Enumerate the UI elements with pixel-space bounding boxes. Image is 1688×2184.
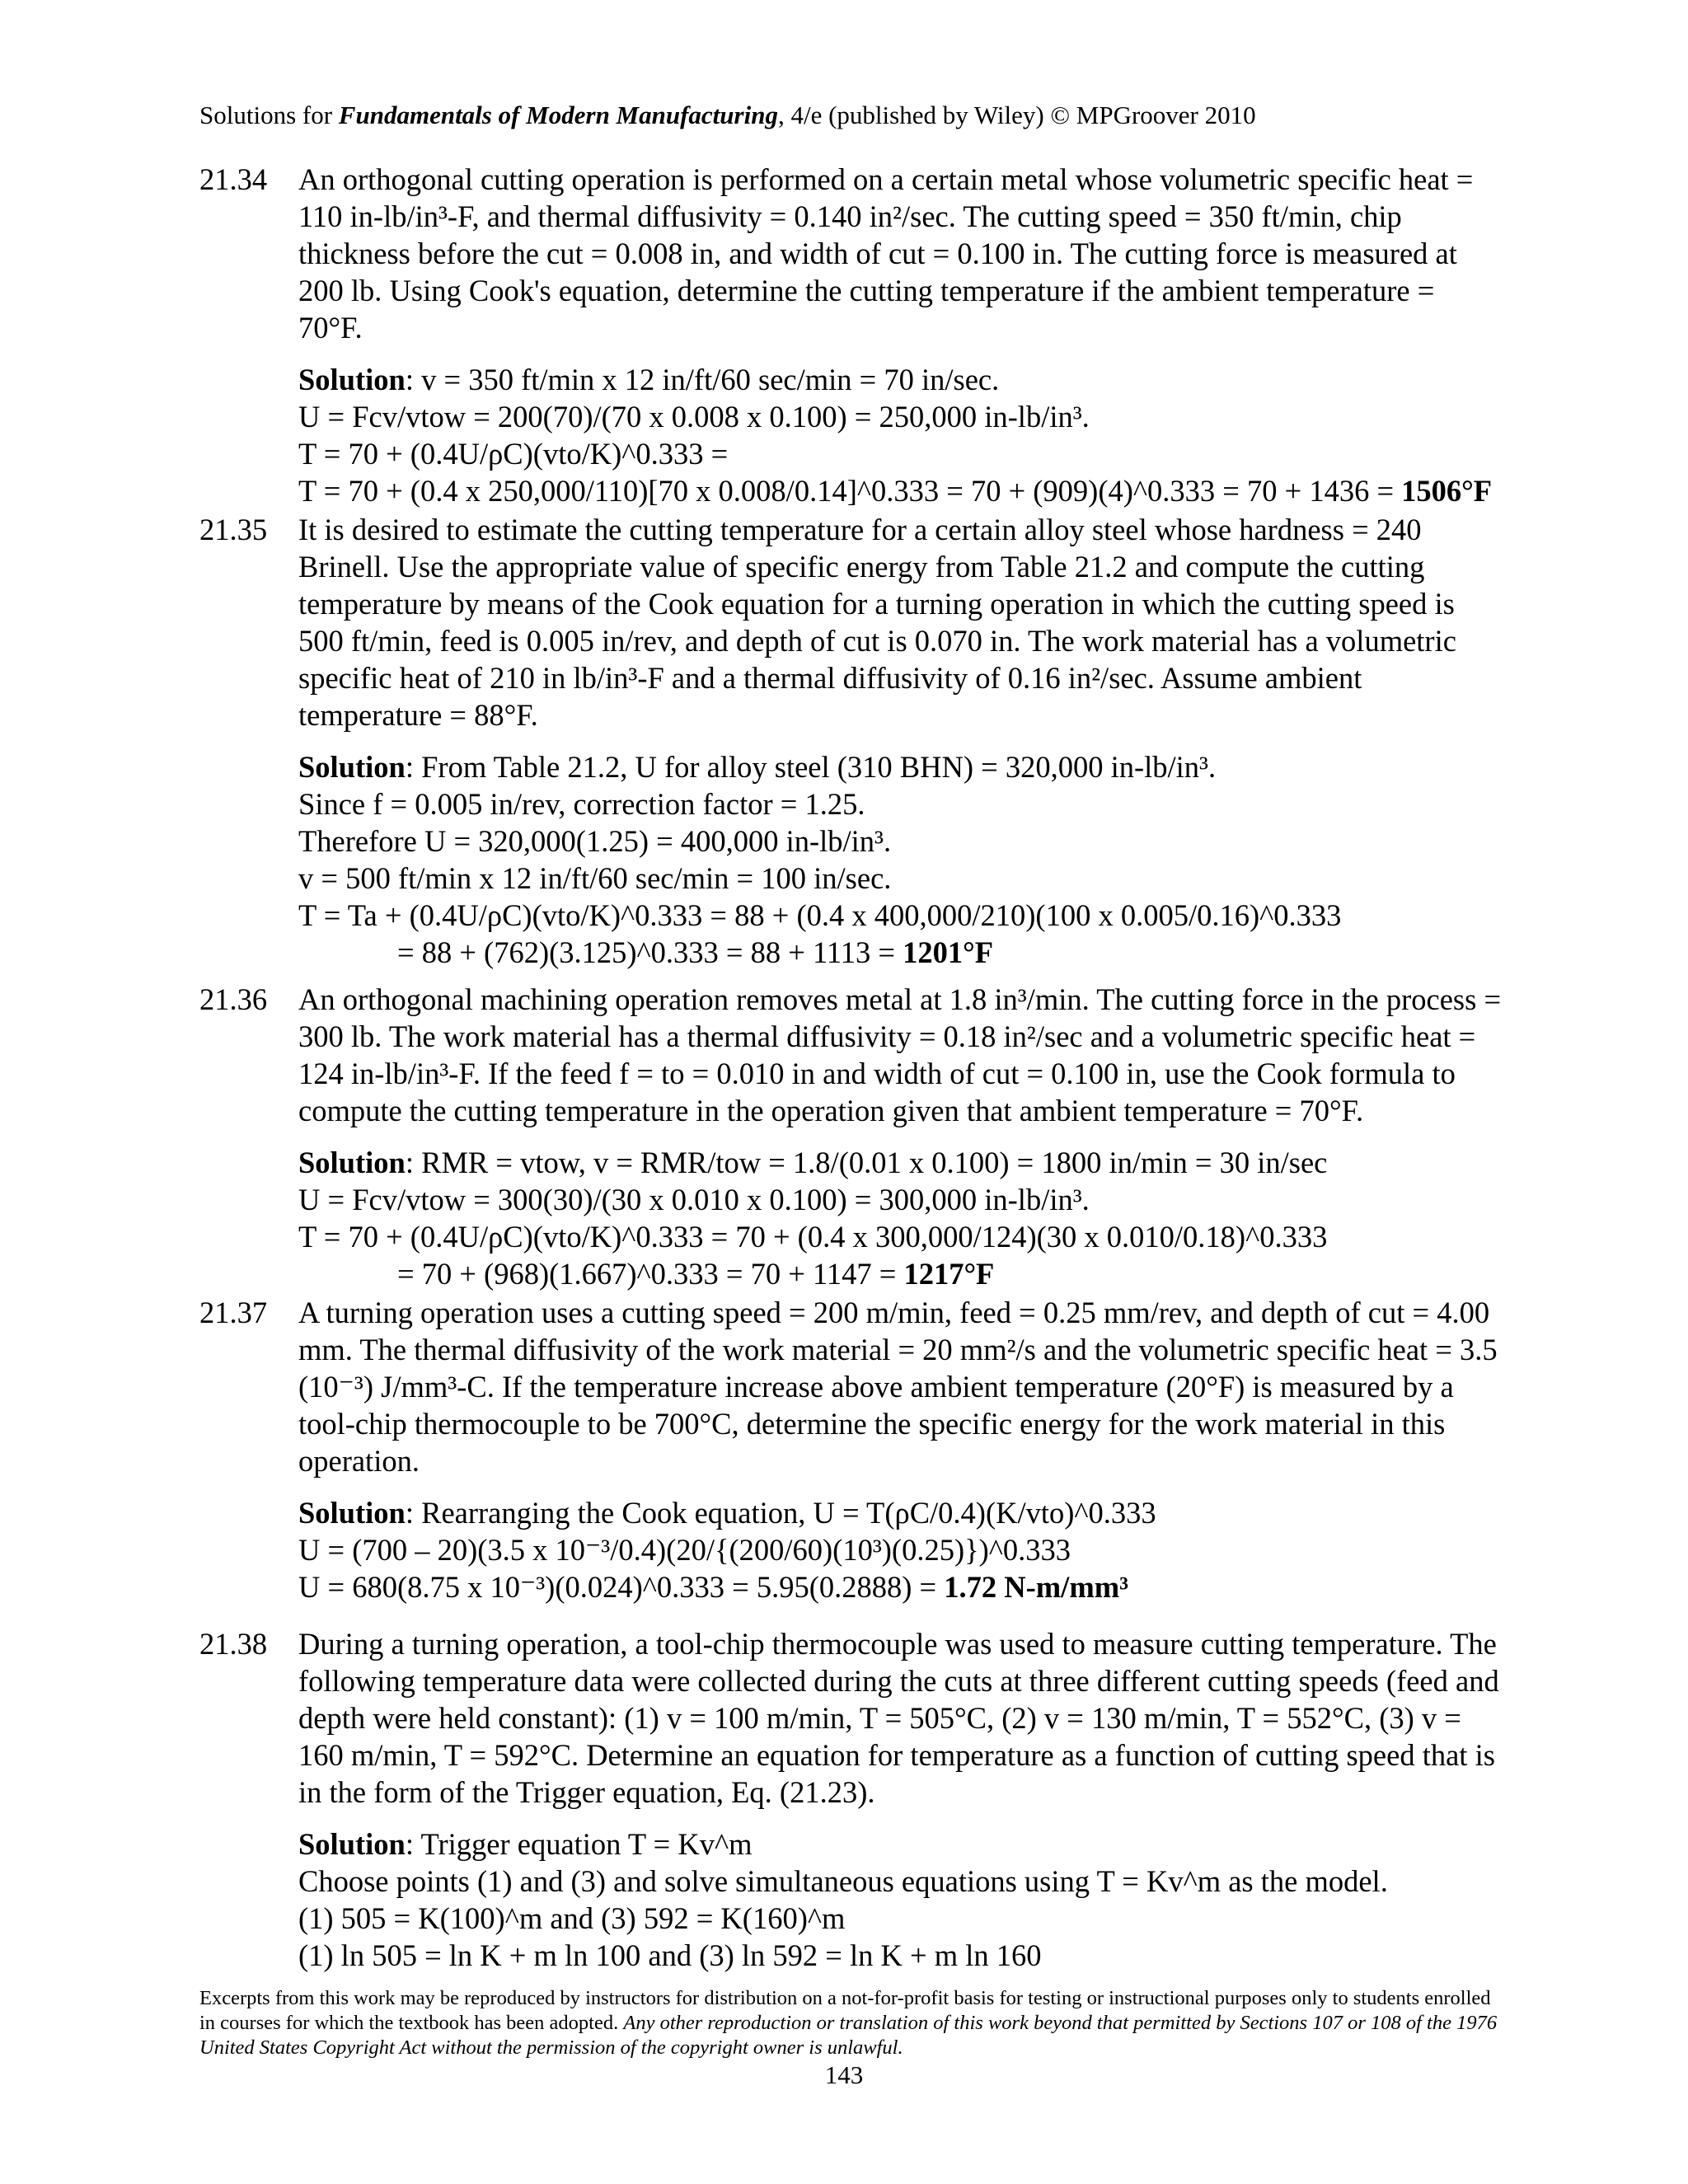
header-suffix: , 4/e (published by Wiley) © MPGroover 2010 bbox=[777, 101, 1256, 129]
problem-number: 21.36 bbox=[199, 982, 268, 1016]
solution-line: U = Fcv/vtow = 300(30)/(30 x 0.010 x 0.100) = 300,000 in-lb/in³. bbox=[298, 1183, 1090, 1216]
statement-line: During a turning operation, a tool-chip thermocouple was used to measure cutting temperature. The bbox=[298, 1627, 1497, 1661]
solution-answer: 1.72 N-m/mm³ bbox=[944, 1570, 1129, 1604]
solution-answer: 1506°F bbox=[1401, 474, 1493, 508]
solution-block bbox=[298, 1825, 1485, 1974]
statement-line: 200 lb. Using Cook's equation, determine the cutting temperature if the ambient temperature = bbox=[298, 274, 1435, 307]
statement-line: 160 m/min, T = 592°C. Determine an equation for temperature as a function of cutting speed that is bbox=[298, 1738, 1495, 1772]
problem-statement bbox=[298, 981, 1502, 1129]
statement-line: 124 in-lb/in³-F. If the feed f = to = 0.010 in and width of cut = 0.100 in, use the Cook formula to bbox=[298, 1057, 1456, 1090]
solution-line: T = 70 + (0.4U/ρC)(vto/K)^0.333 = 70 + (0.4 x 300,000/124)(30 x 0.010/0.18)^0.333 bbox=[298, 1220, 1328, 1254]
statement-line: An orthogonal cutting operation is performed on a certain metal whose volumetric specific heat = bbox=[298, 162, 1474, 196]
problem-21-34 bbox=[199, 161, 1493, 509]
solution-line: = 88 + (762)(3.125)^0.333 = 88 + 1113 = bbox=[397, 935, 903, 969]
solution-line: : From Table 21.2, U for alloy steel (310 BHN) = 320,000 in-lb/in³. bbox=[405, 750, 1217, 784]
statement-line: tool-chip thermocouple to be 700°C, determine the specific energy for the work material in this bbox=[298, 1407, 1446, 1441]
solution-answer: 1217°F bbox=[903, 1257, 995, 1291]
book-title: Fundamentals of Modern Manufacturing bbox=[338, 101, 778, 129]
solution-line: Choose points (1) and (3) and solve simultaneous equations using T = Kv^m as the model. bbox=[298, 1864, 1388, 1898]
problem-number: 21.38 bbox=[199, 1627, 268, 1661]
statement-line: specific heat of 210 in lb/in³-F and a thermal diffusivity of 0.16 in²/sec. Assume ambient bbox=[298, 661, 1362, 695]
solution-line: : Trigger equation T = Kv^m bbox=[405, 1827, 753, 1861]
solution-line: T = 70 + (0.4 x 250,000/110)[70 x 0.008/0.14]^0.333 = 70 + (909)(4)^0.333 = 70 + 1436 = bbox=[298, 474, 1402, 508]
problem-statement bbox=[298, 1294, 1498, 1479]
statement-line: in the form of the Trigger equation, Eq. (21.23). bbox=[298, 1775, 875, 1809]
statement-line: An orthogonal machining operation removes metal at 1.8 in³/min. The cutting force in the process = bbox=[298, 982, 1502, 1016]
solution-block bbox=[298, 748, 1485, 971]
problem-statement bbox=[298, 511, 1485, 733]
statement-line: following temperature data were collected during the cuts at three different cutting speeds (feed and bbox=[298, 1664, 1499, 1698]
problem-21-36 bbox=[199, 981, 1502, 1292]
solution-label: Solution bbox=[298, 1827, 406, 1861]
statement-line: It is desired to estimate the cutting temperature for a certain alloy steel whose hardness = 240 bbox=[298, 513, 1422, 546]
problem-21-38 bbox=[199, 1625, 1499, 1974]
statement-line: 70°F. bbox=[298, 311, 363, 344]
solution-line: U = (700 – 20)(3.5 x 10⁻³/0.4)(20/{(200/60)(10³)(0.25)})^0.333 bbox=[298, 1533, 1071, 1567]
solution-line: U = Fcv/vtow = 200(70)/(70 x 0.008 x 0.100) = 250,000 in-lb/in³. bbox=[298, 400, 1090, 434]
solution-line: v = 500 ft/min x 12 in/ft/60 sec/min = 100 in/sec. bbox=[298, 861, 892, 895]
statement-line: compute the cutting temperature in the operation given that ambient temperature = 70°F. bbox=[298, 1094, 1364, 1127]
problem-statement bbox=[298, 161, 1485, 346]
solution-line: : Rearranging the Cook equation, U = T(ρC/0.4)(K/vto)^0.333 bbox=[405, 1496, 1156, 1530]
solution-label: Solution bbox=[298, 750, 406, 784]
page-number: 143 bbox=[824, 2060, 864, 2089]
copyright-footer bbox=[199, 1986, 1502, 2060]
solution-label: Solution bbox=[298, 363, 406, 396]
problem-21-37 bbox=[199, 1294, 1498, 1605]
solution-line: T = 70 + (0.4U/ρC)(vto/K)^0.333 = bbox=[298, 437, 729, 471]
footer-notice: Excerpts from this work may be reproduced by instructors for distribution on a not-for-profit basis for testing or instructional purposes only to students enrolled in courses for which the textbook has been adopted. bbox=[199, 1987, 1491, 2034]
statement-line: temperature = 88°F. bbox=[298, 698, 538, 732]
statement-line: (10⁻³) J/mm³-C. If the temperature increase above ambient temperature (20°F) is measured by a bbox=[298, 1370, 1454, 1404]
solution-answer: 1201°F bbox=[903, 935, 993, 969]
problem-21-35 bbox=[199, 511, 1485, 971]
statement-line: 110 in-lb/in³-F, and thermal diffusivity = 0.140 in²/sec. The cutting speed = 350 ft/min, chip bbox=[298, 199, 1402, 233]
solution-line: Since f = 0.005 in/rev, correction factor = 1.25. bbox=[298, 787, 865, 821]
solution-label: Solution bbox=[298, 1496, 406, 1530]
header-prefix: Solutions for bbox=[199, 101, 339, 129]
statement-line: 500 ft/min, feed is 0.005 in/rev, and depth of cut is 0.070 in. The work material has a volumetric bbox=[298, 624, 1456, 658]
solution-block bbox=[298, 361, 1493, 509]
solution-line: : v = 350 ft/min x 12 in/ft/60 sec/min = 70 in/sec. bbox=[405, 363, 1000, 396]
page-header bbox=[199, 99, 1518, 132]
statement-line: depth were held constant): (1) v = 100 m/min, T = 505°C, (2) v = 130 m/min, T = 552°C, (3) v = bbox=[298, 1701, 1461, 1735]
solution-line: Therefore U = 320,000(1.25) = 400,000 in-lb/in³. bbox=[298, 824, 892, 858]
statement-line: mm. The thermal diffusivity of the work material = 20 mm²/s and the volumetric specific heat = 3.5 bbox=[298, 1333, 1498, 1366]
statement-line: Brinell. Use the appropriate value of specific energy from Table 21.2 and compute the cutting bbox=[298, 550, 1425, 583]
statement-line: operation. bbox=[298, 1444, 420, 1478]
problem-number: 21.35 bbox=[199, 513, 268, 546]
solution-line: T = Ta + (0.4U/ρC)(vto/K)^0.333 = 88 + (0.4 x 400,000/210)(100 x 0.005/0.16)^0.333 bbox=[298, 898, 1342, 932]
statement-line: thickness before the cut = 0.008 in, and width of cut = 0.100 in. The cutting force is measured at bbox=[298, 237, 1457, 270]
solution-line: = 70 + (968)(1.667)^0.333 = 70 + 1147 = bbox=[397, 1257, 904, 1291]
solution-line: U = 680(8.75 x 10⁻³)(0.024)^0.333 = 5.95(0.2888) = bbox=[298, 1570, 945, 1604]
solution-block bbox=[298, 1494, 1485, 1605]
statement-line: 300 lb. The work material has a thermal diffusivity = 0.18 in²/sec and a volumetric specific heat = bbox=[298, 1019, 1476, 1053]
statement-line: A turning operation uses a cutting speed = 200 m/min, feed = 0.25 mm/rev, and depth of cut = 4.00 bbox=[298, 1296, 1490, 1329]
solution-line: (1) ln 505 = ln K + m ln 100 and (3) ln 592 = ln K + m ln 160 bbox=[298, 1938, 1042, 1972]
footer-legal-warning: Any other reproduction or translation of this work beyond that permitted by Sections 107 or 108 of the 1976 United States Copyright Act without the permission of the copyright owner is unlawful. bbox=[199, 2012, 1498, 2059]
problem-statement bbox=[298, 1625, 1499, 1811]
solution-label: Solution bbox=[298, 1146, 406, 1179]
solution-block bbox=[298, 1144, 1485, 1292]
solution-line: (1) 505 = K(100)^m and (3) 592 = K(160)^m bbox=[298, 1901, 846, 1935]
problem-number: 21.37 bbox=[199, 1296, 268, 1329]
solution-line: : RMR = vtow, v = RMR/tow = 1.8/(0.01 x 0.100) = 1800 in/min = 30 in/sec bbox=[405, 1146, 1328, 1179]
problem-number: 21.34 bbox=[199, 162, 268, 196]
statement-line: temperature by means of the Cook equation for a turning operation in which the cutting speed is bbox=[298, 587, 1455, 621]
